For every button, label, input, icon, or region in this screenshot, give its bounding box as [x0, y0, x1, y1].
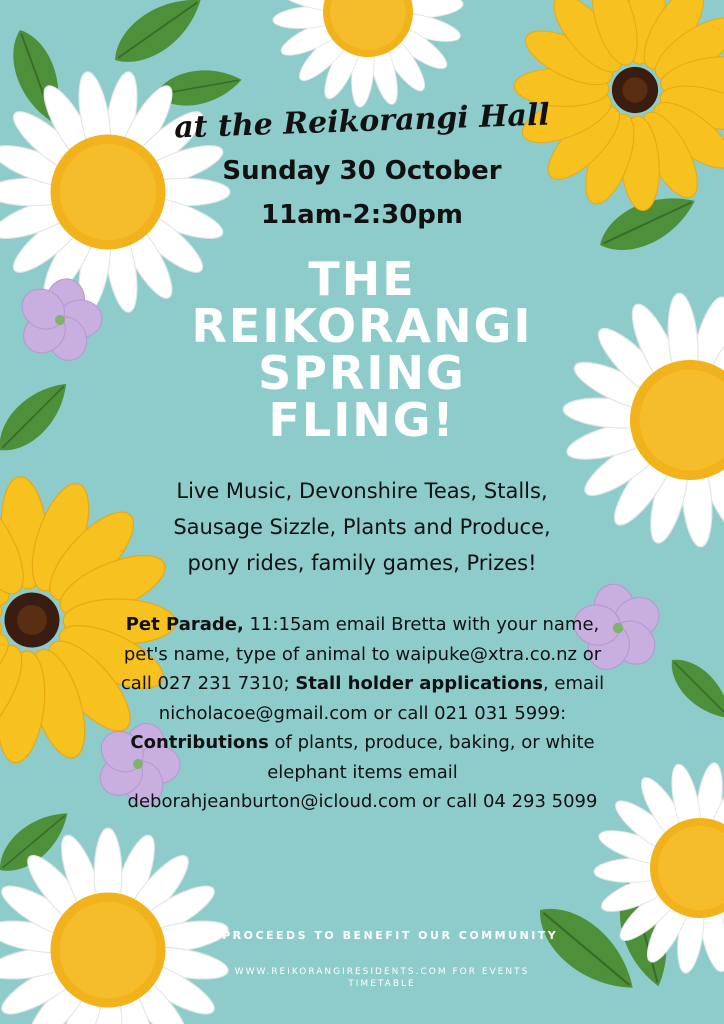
title-line: SPRING [258, 346, 466, 400]
event-date: Sunday 30 October [222, 156, 502, 186]
activities-line: pony rides, family games, Prizes! [187, 551, 537, 575]
stall-label: Stall holder applications [295, 673, 543, 694]
website-link[interactable]: WWW.REIKORANGIRESIDENTS.COM FOR EVENTS TIMETABLE [234, 967, 530, 989]
activities-line: Sausage Sizzle, Plants and Produce, [173, 515, 551, 539]
leaf-icon [0, 371, 79, 462]
pet-parade-label: Pet Parade, [125, 614, 244, 635]
stall-text: , email nicholacoe@gmail.com or call 021 031 5999: [158, 673, 605, 724]
title-line: THE [308, 252, 416, 306]
title-line: FLING! [268, 393, 456, 447]
daisy-icon [264, 0, 472, 115]
event-details [120, 610, 605, 817]
event-title [100, 252, 624, 447]
proceeds-notice: ALL PROCEEDS TO BENEFIT OUR COMMUNITY [185, 929, 559, 942]
activities-list [110, 473, 614, 581]
leaf-icon [661, 649, 724, 730]
event-time: 11am-2:30pm [261, 200, 463, 230]
leaf-icon [104, 0, 213, 76]
activities-line: Live Music, Devonshire Teas, Stalls, [176, 479, 548, 503]
contributions-label: Contributions [130, 732, 269, 753]
venue-text: at the Reikorangi Hall [173, 97, 551, 146]
contributions-text: of plants, produce, baking, or white elephant items email deborahjeanburton@icloud.com or call 04 293 5099 [127, 732, 598, 812]
pet-parade-text: 11:15am email Bretta with your name, pet's name, type of animal to waipuke@xtra.co.nz or call 027 231 7310; [120, 614, 602, 694]
title-line: REIKORANGI [191, 299, 533, 353]
